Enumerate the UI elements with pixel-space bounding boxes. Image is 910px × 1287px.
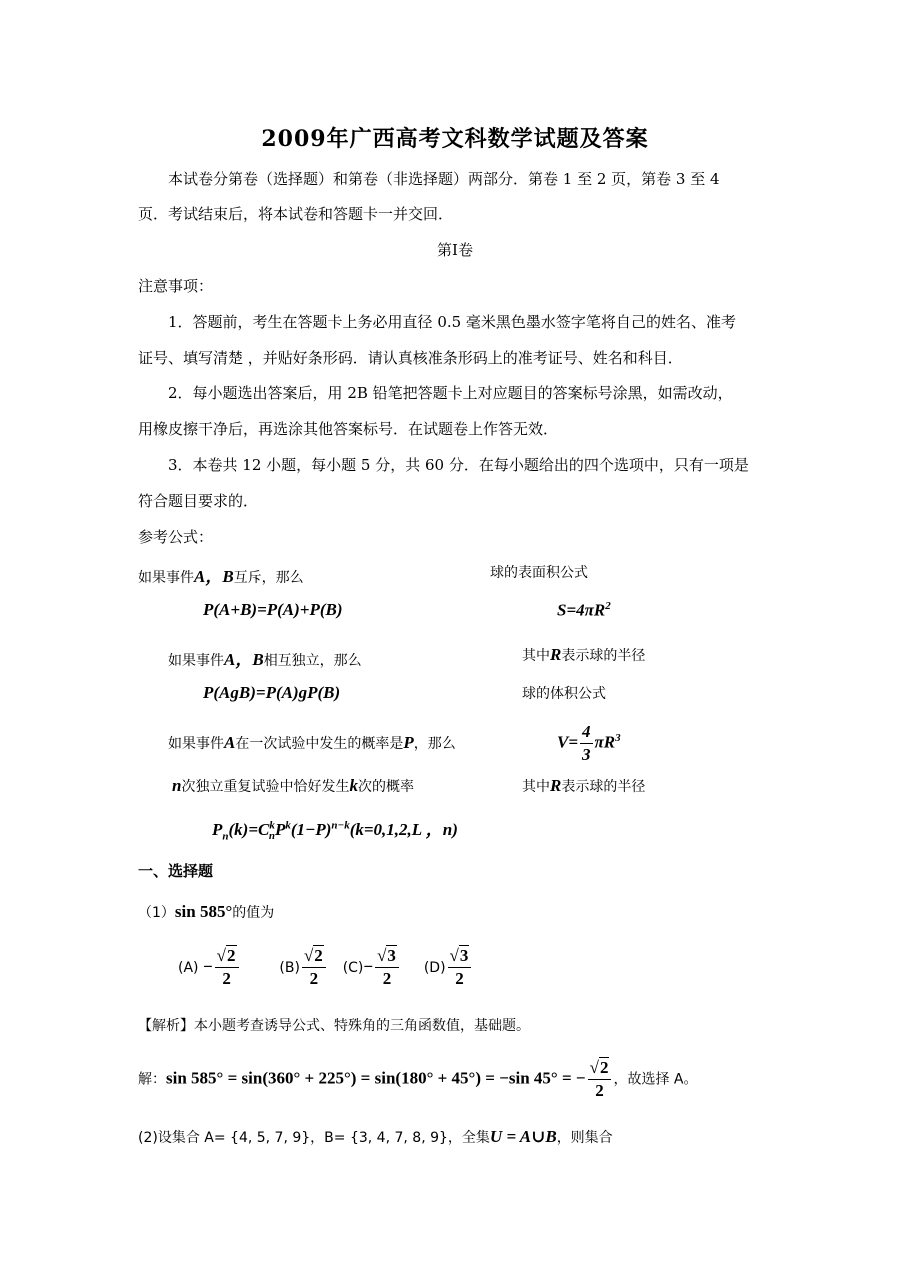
formula-sphere-area: $S=4\pi R^2$ [557, 600, 611, 620]
option-b: (B) $\frac{√2}{2}$ [279, 960, 332, 976]
question-1-options [178, 946, 473, 989]
section-1-heading: 一、选择题 [138, 862, 214, 880]
solution: 解：sin 585° = sin(360° + 225°) = sin(180° + 45°) = −sin 45° = − $\frac{√2}{2}$ ，故选择 A。 [138, 1058, 698, 1100]
formula-sphere-area-label: 球的表面积公式 [490, 565, 588, 581]
option-c: (C)− $\frac{√3}{2}$ [343, 960, 406, 976]
formula-trial-label: 如果事件A在一次试验中发生的概率是P，那么 [168, 733, 456, 752]
note-2-line-2: 用橡皮擦干净后，再选涂其他答案标号．在试题卷上作答无效． [138, 420, 559, 438]
question-2-stem: (2)设集合 A= {4, 5, 7, 9}，B= {3, 4, 7, 8, 9}，全集U = A∪B，则集合 [138, 1127, 613, 1146]
formula-indep: P(AgB)=P(A)gP(B) [203, 683, 341, 702]
intro-line-1: 本试卷分第卷（选择题）和第卷（非选择题）两部分．第卷 1 至 2 页，第卷 3 至 4 [168, 170, 720, 188]
formula-indep-label: 如果事件A，B相互独立，那么 [168, 650, 362, 669]
option-a: (A) − $\frac{√2}{2}$ [178, 960, 245, 976]
formulas-heading: 参考公式： [138, 528, 214, 546]
intro-line-2: 页．考试结束后，将本试卷和答题卡一并交回． [138, 205, 454, 223]
formula-radius-note-1: 其中R表示球的半径 [522, 645, 646, 664]
note-3-line-2: 符合题目要求的． [138, 492, 259, 510]
option-d: (D) $\frac{√3}{2}$ [424, 960, 474, 976]
formula-sphere-volume: V= $\frac{4}{3}$ $\pi R^3$ [557, 722, 621, 764]
note-2-line-1: 2．每小题选出答案后，用 2B 铅笔把答题卡上对应题目的答案标号涂黑，如需改动， [168, 384, 733, 402]
formula-mutex: P(A+B)=P(A)+P(B) [203, 600, 343, 619]
formula-sphere-volume-label: 球的体积公式 [522, 686, 606, 702]
note-3-line-1: 3．本卷共 12 小题，每小题 5 分，共 60 分．在每小题给出的四个选项中，只有一项是 [168, 456, 749, 474]
part-heading: 第Ⅰ卷 [437, 241, 473, 259]
formula-binomial: $P_n(k)=C^k_nP^k(1-P)^{n-k}(k=0,1,2,L$ ，n) [212, 819, 458, 843]
notes-heading: 注意事项： [138, 277, 214, 295]
formula-mutex-label: 如果事件A，B互斥，那么 [138, 567, 304, 586]
formula-radius-note-2: 其中R表示球的半径 [522, 776, 646, 795]
note-1-line-1: 1．答题前，考生在答题卡上务必用直径 0.5 毫米黑色墨水签字笔将自己的姓名、准考 [168, 313, 736, 331]
question-1-stem: （1）sin 585°的值为 [138, 902, 275, 921]
formula-repeat-label: n次独立重复试验中恰好发生k次的概率 [172, 776, 414, 795]
analysis: 【解析】本小题考查诱导公式、特殊角的三角函数值，基础题。 [138, 1018, 530, 1034]
note-1-line-2: 证号、填写清楚 ，并贴好条形码．请认真核准条形码上的准考证号、姓名和科目． [138, 349, 683, 367]
page-title: 2009年广西高考文科数学试题及答案 [261, 126, 649, 152]
